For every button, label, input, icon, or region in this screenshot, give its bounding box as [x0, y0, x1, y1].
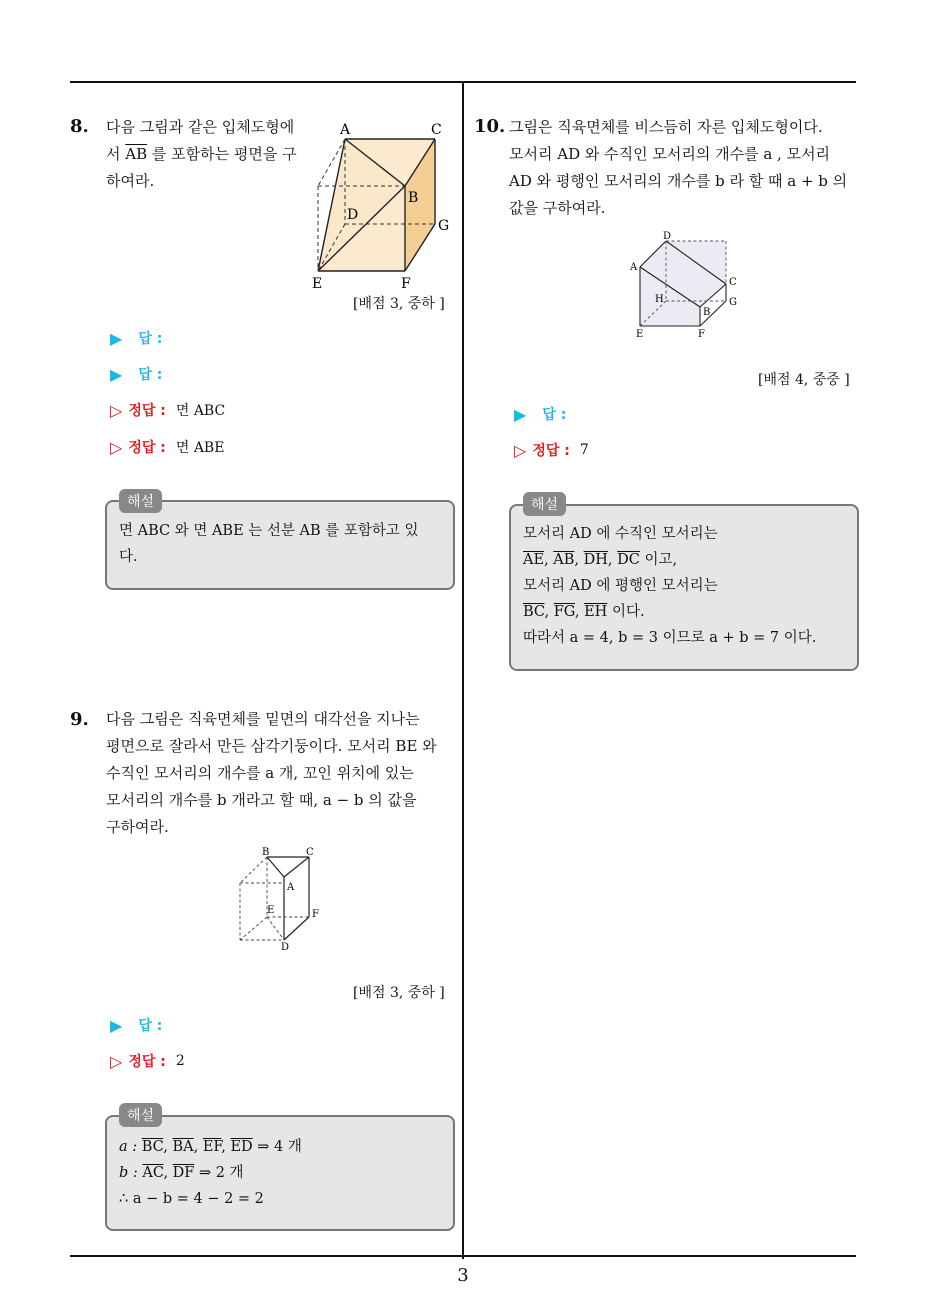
q8-label-E: E [312, 276, 323, 292]
q9-score: [배점 3, 중하 ] [353, 985, 445, 1001]
q10-number: 10. [474, 116, 506, 137]
q8-correct-2: ▷ 정답 : 면 ABE [110, 437, 225, 457]
q10-label-F: F [698, 329, 705, 340]
q10-label-A: A [630, 262, 638, 273]
q8-label-D: D [347, 207, 359, 223]
q10-explanation-text: 모서리 AD 에 수직인 모서리는 $\overline{AE}$, $\overline{AB}$, $\overline{DH}$, $\overline{DC}$ 이고, 모서리 AD 에 평행인 모서리는 $\overline{BC}$, $\overline{FG}$, $\overline{EH}$ 이다. 따라서 a = 4, b = 3 이므로 a + b = 7 이다. [523, 526, 817, 646]
q10-correct: ▷ 정답 : 7 [514, 440, 589, 460]
q8-answer-1: ▶ 답 : [110, 328, 163, 348]
q9-correct: ▷ 정답 : 2 [110, 1051, 185, 1071]
q9-figure [232, 845, 332, 955]
q10-label-B: B [703, 307, 711, 318]
q10-label-G: G [729, 297, 737, 308]
q9-explanation-text: a : $\overline{BC}$, $\overline{BA}$, $\overline{EF}$, $\overline{ED}$ ⇒ 4 개 b : $\overline{AC}$, $\overline{DF}$ ⇒ 2 개 ∴ a − b = 4 − 2 = 2 [119, 1139, 302, 1207]
q8-label-A: A [340, 122, 351, 138]
q9-label-A: A [287, 882, 295, 893]
q10-figure [626, 229, 746, 344]
q9-number: 9. [70, 709, 89, 730]
q9-label-C: C [306, 847, 314, 858]
page-number: 3 [457, 1265, 469, 1286]
q10-label-H: H [655, 294, 664, 305]
q9-label-D: D [281, 942, 290, 953]
play-icon: ▶ [110, 328, 123, 348]
q10-label-D: D [663, 231, 672, 242]
q8-explanation-tag: 해설 [119, 489, 162, 513]
q8-label-G: G [438, 218, 450, 234]
q9-answer: ▶ 답 : [110, 1015, 163, 1035]
column-divider [462, 83, 464, 1259]
q10-score: [배점 4, 중중 ] [758, 372, 850, 388]
q10-answer: ▶ 답 : [514, 404, 567, 424]
q10-explanation-tag: 해설 [523, 492, 566, 516]
outline-play-icon: ▷ [110, 400, 123, 420]
q8-correct-1: ▷ 정답 : 면 ABC [110, 400, 226, 420]
outline-play-icon: ▷ [514, 440, 527, 460]
q8-text: 다음 그림과 같은 입체도형에 서 $\overline{AB}$ 를 포함하는 평면을 구 하여라. [106, 118, 297, 190]
q9-label-E: E [267, 905, 275, 916]
q10-label-C: C [729, 277, 737, 288]
q10-label-E: E [636, 329, 644, 340]
q9-text: 다음 그림은 직육면체를 밑면의 대각선을 지나는 평면으로 잘라서 만든 삼각기둥이다. 모서리 BE 와 수직인 모서리의 개수를 a 개, 꼬인 위치에 있는 모서리의 개수를 b 개라고 할 때, a − b 의 값을 구하여라. [106, 710, 437, 836]
play-icon: ▶ [514, 404, 527, 424]
q10-text: 그림은 직육면체를 비스듬히 자른 입체도형이다. 모서리 AD 와 수직인 모서리의 개수를 a , 모서리 AD 와 평행인 모서리의 개수를 b 라 할 때 a + b 의 값을 구하여라. [509, 118, 848, 217]
outline-play-icon: ▷ [110, 437, 123, 457]
play-icon: ▶ [110, 364, 123, 384]
q8-number: 8. [70, 116, 89, 137]
q8-label-C: C [431, 122, 442, 138]
outline-play-icon: ▷ [110, 1051, 123, 1071]
q8-answer-2: ▶ 답 : [110, 364, 163, 384]
play-icon: ▶ [110, 1015, 123, 1035]
q9-explanation-tag: 해설 [119, 1103, 162, 1127]
q9-label-F: F [312, 909, 319, 920]
q8-label-F: F [401, 276, 411, 292]
q8-explanation-text: 면 ABC 와 면 ABE 는 선분 AB 를 포함하고 있 다. [119, 523, 419, 565]
q9-label-B: B [262, 847, 270, 858]
q8-score: [배점 3, 중하 ] [353, 296, 445, 312]
q8-figure [300, 118, 460, 296]
q8-label-B: B [408, 190, 419, 206]
